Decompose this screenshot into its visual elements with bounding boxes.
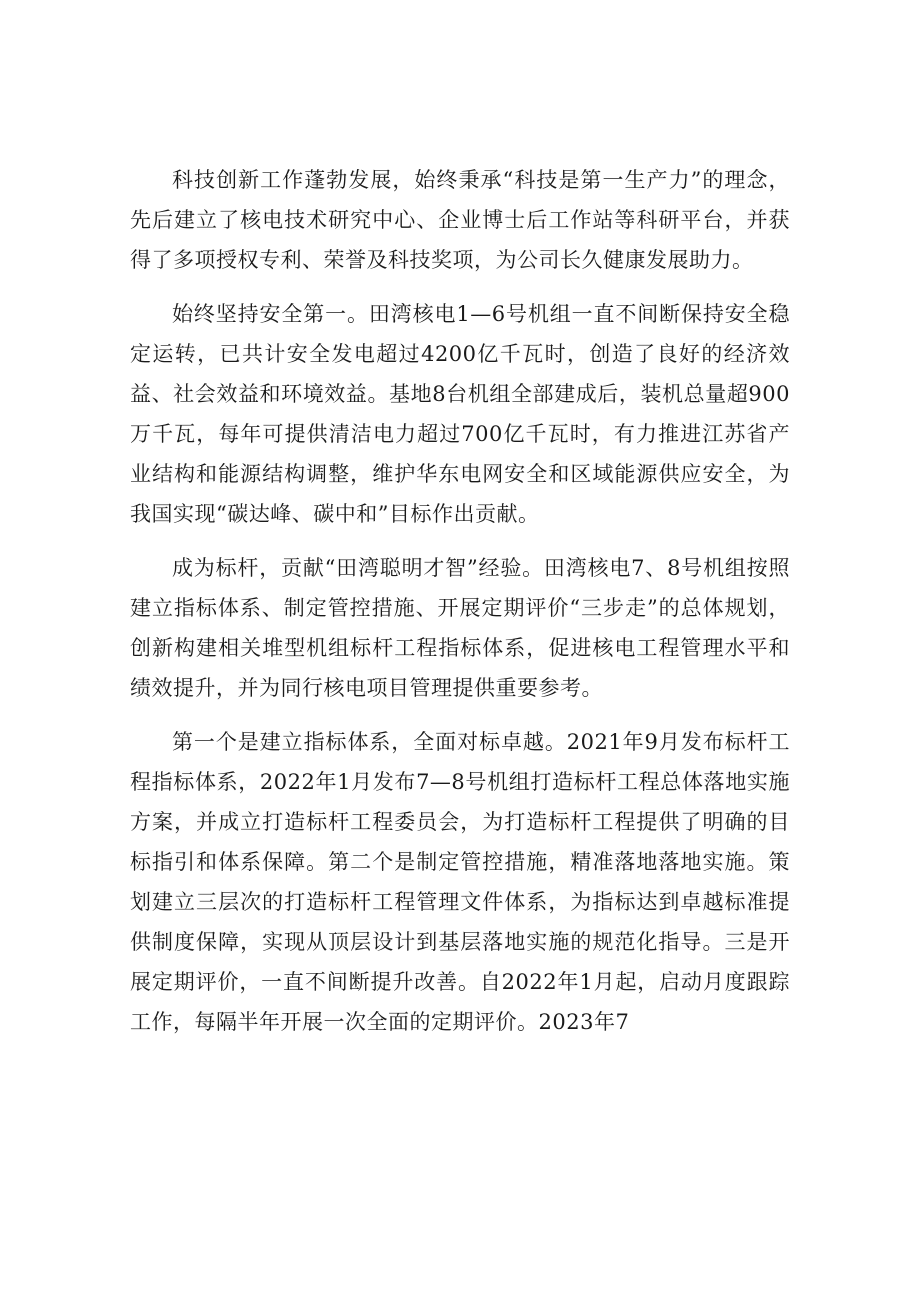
paragraph-benchmark: 成为标杆，贡献“田湾聪明才智”经验。田湾核电7、8号机组按照建立指标体系、制定管控措施、开展定期评价“三步走”的总体规划，创新构建相关堆型机组标杆工程指标体系，促进核电工程管理水平和绩效提升，并为同行核电项目管理提供重要参考。 — [130, 556, 790, 700]
document-page — [130, 160, 790, 1056]
paragraph-safety-first: 始终坚持安全第一。田湾核电1—6号机组一直不间断保持安全稳定运转，已共计安全发电超过4200亿千瓦时，创造了良好的经济效益、社会效益和环境效益。基地8台机组全部建成后，装机总量超900万千瓦，每年可提供清洁电力超过700亿千瓦时，有力推进江苏省产业结构和能源结构调整，维护华东电网安全和区域能源供应安全，为我国实现“碳达峰、碳中和”目标作出贡献。 — [130, 302, 790, 526]
paragraph-tech-innovation: 科技创新工作蓬勃发展，始终秉承“科技是第一生产力”的理念，先后建立了核电技术研究中心、企业博士后工作站等科研平台，并获得了多项授权专利、荣誉及科技奖项，为公司长久健康发展助力。 — [130, 168, 790, 272]
paragraph-index-system: 第一个是建立指标体系，全面对标卓越。2021年9月发布标杆工程指标体系，2022年1月发布7—8号机组打造标杆工程总体落地实施方案，并成立打造标杆工程委员会，为打造标杆工程提供了明确的目标指引和体系保障。第二个是制定管控措施，精准落地落地实施。策划建立三层次的打造标杆工程管理文件体系，为指标达到卓越标准提供制度保障，实现从顶层设计到基层落地实施的规范化指导。三是开展定期评价，一直不间断提升改善。自2022年1月起，启动月度跟踪工作，每隔半年开展一次全面的定期评价。2023年7 — [130, 730, 790, 1034]
